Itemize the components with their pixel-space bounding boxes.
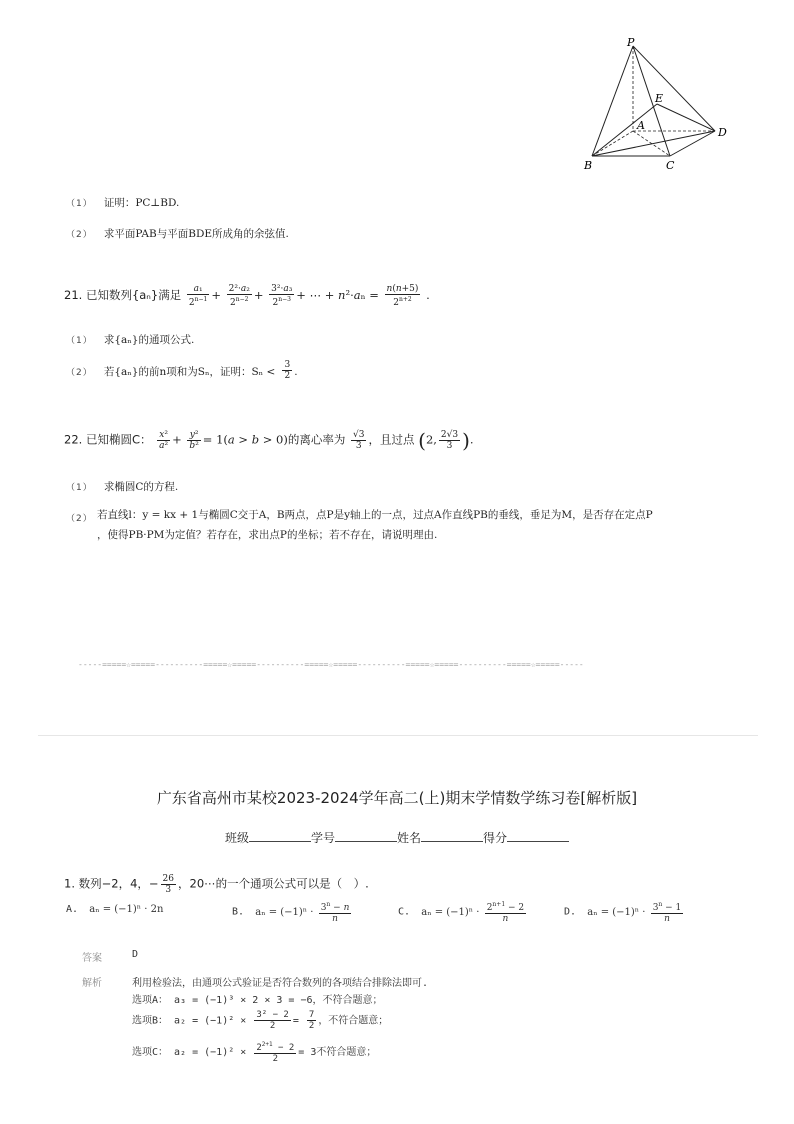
answer-value: D bbox=[132, 949, 139, 960]
student-info-line bbox=[0, 829, 794, 846]
id-blank[interactable] bbox=[335, 830, 397, 842]
name-label: 姓名 bbox=[397, 831, 422, 845]
option-label: C. bbox=[398, 906, 411, 918]
option-formula: aₙ = (−1)ⁿ · 2n bbox=[89, 904, 164, 915]
analysis-line1: 利用检验法，由通项公式验证是否符合数列的各项结合排除法即可. bbox=[132, 978, 429, 989]
q22-part1 bbox=[66, 475, 178, 494]
q21-stem-prefix: 21. 已知数列{aₙ}满足 bbox=[64, 288, 182, 302]
q22-part2-line2: ，使得PB·PM为定值？若存在，求出点P的坐标；若不存在，请说明理由. bbox=[97, 529, 438, 541]
option-formula: aₙ = (−1)ⁿ · bbox=[587, 906, 646, 918]
fraction: $\frac{n(n+5)}{2^{n+2}}$ bbox=[386, 284, 419, 308]
part-number: （1） bbox=[66, 483, 93, 493]
fraction: $\frac{3^n - 1}{n}$ bbox=[652, 901, 682, 924]
answer-label: 答案 bbox=[82, 953, 102, 964]
q22-part2 bbox=[66, 506, 93, 525]
q20-part2 bbox=[66, 222, 289, 241]
label-C: C bbox=[666, 159, 675, 172]
score-label: 得分 bbox=[483, 831, 508, 845]
part-number: （1） bbox=[66, 336, 93, 346]
analysis-b-prefix: 选项B： a₂ = (−1)² × bbox=[132, 1015, 247, 1027]
label-P: P bbox=[627, 36, 635, 49]
q22-part2-line1: 若直线l：y = kx + 1与椭圆C交于A，B两点，点P是y轴上的一点，过点A作直线PB的垂线，垂足为M，是否存在定点P bbox=[97, 509, 653, 521]
page-title: 广东省高州市某校2023-2024学年高二(上)期末学情数学练习卷[解析版] bbox=[156, 789, 638, 807]
fraction: $\frac{2^{2+1} - 2}{2}$ bbox=[256, 1041, 295, 1064]
option-label: B. bbox=[232, 906, 245, 918]
option-label: A. bbox=[66, 904, 79, 915]
id-label: 学号 bbox=[310, 831, 335, 845]
class-blank[interactable] bbox=[249, 830, 311, 842]
part-suffix: . bbox=[294, 366, 298, 378]
q1-option-b[interactable] bbox=[232, 900, 353, 924]
part-text: 求平面PAB与平面BDE所成角的余弦值. bbox=[103, 228, 289, 240]
pyramid-figure bbox=[580, 36, 740, 176]
analysis-option-c bbox=[132, 1040, 376, 1064]
label-D: D bbox=[718, 126, 727, 139]
fraction: $\frac{2^{n+1} - 2}{n}$ bbox=[486, 901, 525, 924]
analysis-b-suffix: ，不符合题意； bbox=[318, 1015, 389, 1027]
analysis-c-prefix: 选项C： a₂ = (−1)² × bbox=[132, 1047, 247, 1058]
fraction: $\frac{\text{2²·a₂}}{2^{n-2}}$ bbox=[228, 284, 250, 308]
fraction: $\frac{√3}{3}$ bbox=[353, 430, 365, 451]
q21-part1 bbox=[66, 328, 194, 347]
analysis-c-suffix: = 3不符合题意； bbox=[298, 1047, 377, 1058]
analysis-label: 解析 bbox=[82, 978, 102, 989]
part-text: 求椭圆C的方程. bbox=[103, 481, 179, 493]
q21-stem-suffix: . bbox=[426, 288, 430, 302]
part-number: （2） bbox=[66, 368, 93, 378]
label-E: E bbox=[655, 92, 664, 105]
fraction: $\frac{\text{3²·a₃}}{2^{n-3}}$ bbox=[271, 284, 293, 308]
q1-option-d[interactable] bbox=[564, 900, 685, 924]
part-number: （2） bbox=[66, 514, 93, 524]
label-B: B bbox=[584, 159, 593, 172]
score-blank[interactable] bbox=[507, 830, 569, 842]
fraction: $\frac{2√3}{3}$ bbox=[440, 430, 459, 451]
q1-option-a[interactable] bbox=[66, 904, 163, 915]
part-text: 求{aₙ}的通项公式. bbox=[103, 334, 195, 346]
q1-stem-prefix: 1. 数列−2，4，− bbox=[64, 876, 159, 891]
fraction: $\frac{26}{3}$ bbox=[162, 874, 174, 895]
q22-stem-mid2: ，且过点 bbox=[368, 432, 415, 447]
option-label: D. bbox=[564, 906, 577, 918]
part-text: 若{aₙ}的前n项和为Sₙ，证明：Sₙ < bbox=[103, 366, 276, 378]
q21-part2 bbox=[66, 360, 298, 381]
q22-stem-prefix: 22. 已知椭圆C： bbox=[64, 432, 152, 447]
q20-part1 bbox=[66, 191, 179, 210]
fraction: $\frac{\text{3² − 2}}{2}$ bbox=[256, 1010, 289, 1031]
part-number: （1） bbox=[66, 199, 93, 209]
q1-stem bbox=[64, 874, 369, 895]
class-label: 班级 bbox=[224, 831, 249, 845]
option-formula: aₙ = (−1)ⁿ · bbox=[255, 906, 314, 918]
page-separator bbox=[38, 735, 758, 736]
part-text: 证明：PC⊥BD. bbox=[103, 197, 180, 209]
analysis-option-a: 选项A： a₃ = (−1)³ × 2 × 3 = −6，不符合题意； bbox=[132, 995, 383, 1006]
q22-stem: 22. 已知椭圆C： $\frac{\text{x²}}{\text{a²}}$ + $\frac{\text{y²}}{\text{b²}}$ = 1(a > b > 0)的离心率为 $\frac{√3}{3}$ ，且过点 (2, $\frac{2√3}{3}$ ). bbox=[64, 428, 474, 453]
fraction: $\frac{\text{x²}}{\text{a²}}$ bbox=[159, 430, 169, 451]
q21-stem: 21. 已知数列{aₙ}满足 $\frac{\text{a₁}}{2^{n-1}}$ + $\frac{\text{2²·a₂}}{2^{n-2}}$ + $\frac{\text{3²·a₃}}{2^{n-3}}$ + ⋯ + n²·aₙ = $\frac{n(n+5)}{2^{n+2}}$ . bbox=[64, 284, 430, 308]
q1-stem-suffix: ，20⋯的一个通项公式可以是（ ）. bbox=[178, 876, 369, 891]
fraction: $\frac{\text{y²}}{\text{b²}}$ bbox=[189, 430, 199, 451]
name-blank[interactable] bbox=[421, 830, 483, 842]
q1-option-c[interactable] bbox=[398, 900, 528, 924]
fraction: $\frac{3^n - n}{n}$ bbox=[320, 901, 350, 924]
fraction: $\frac{7}{2}$ bbox=[308, 1010, 315, 1031]
fraction: $\frac{3}{2}$ bbox=[284, 360, 291, 381]
section-divider: -----=====☆=====----------=====☆=====----------=====☆=====----------=====☆=====----------=====☆=====----- bbox=[78, 660, 584, 669]
option-formula: aₙ = (−1)ⁿ · bbox=[421, 906, 480, 918]
fraction: $\frac{\text{a₁}}{2^{n-1}}$ bbox=[188, 284, 208, 308]
analysis-option-b: 选项B： a₂ = (−1)² × $\frac{\text{3² − 2}}{2}$ = $\frac{7}{2}$ ，不符合题意； bbox=[132, 1010, 389, 1031]
q22-stem-suffix: . bbox=[469, 432, 474, 447]
label-A: A bbox=[637, 119, 645, 132]
part-number: （2） bbox=[66, 230, 93, 240]
q22-stem-mid: 的离心率为 bbox=[287, 432, 346, 447]
